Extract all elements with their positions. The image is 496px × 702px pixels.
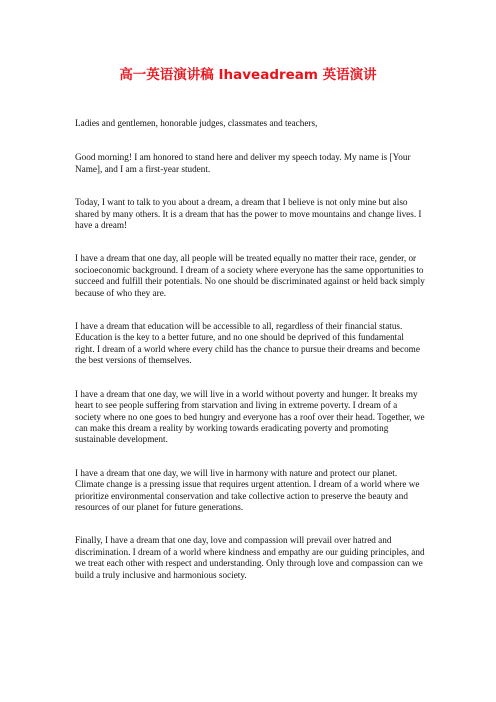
paragraph-greeting: Ladies and gentlemen, honorable judges, classmates and teachers, bbox=[75, 118, 318, 128]
paragraph-dream-topic: Today, I want to talk to you about a dream, a dream that I believe is not only mine but also shared by many others. It is a dream that has the power to move mountains and change lives. I have a dream! bbox=[75, 197, 422, 231]
paragraph-compassion: Finally, I have a dream that one day, love and compassion will prevail over hatred and discrimination. I dream of a world where kindness and empathy are our guiding principles, and we treat each other with respect and understanding. Only through love and compassion can we build a truly inclusive and harmonious society. bbox=[75, 535, 425, 580]
page-title: 高一英语演讲稿 Ihaveadream 英语演讲 bbox=[119, 67, 377, 83]
paragraph-environment: I have a dream that one day, we will live in harmony with nature and protect our planet. Climate change is a pressing issue that requires urgent attention. I dream of a world where we prioritize environmental conservation and take collective action to preserve the beauty and resources of our planet for future generations. bbox=[75, 467, 420, 512]
paragraph-poverty: I have a dream that one day, we will live in a world without poverty and hunger. It breaks my heart to see people suffering from starvation and living in extreme poverty. I dream of a society where no one goes to bed hungry and everyone has a roof over their head. Together, we can make this dream a reality by working towards eradicating poverty and promoting sustainable development. bbox=[75, 388, 425, 445]
paragraph-education: I have a dream that education will be accessible to all, regardless of their financial status. Education is the key to a better future, and no one should be deprived of this fundamental right. I dream of a world where every child has the chance to pursue their dreams and become the best versions of themselves. bbox=[75, 321, 420, 366]
speech-body bbox=[75, 118, 425, 603]
paragraph-introduction: Good morning! I am honored to stand here and deliver my speech today. My name is [Your Name], and I am a first-year student. bbox=[75, 152, 411, 174]
paragraph-equality: I have a dream that one day, all people will be treated equally no matter their race, gender, or socioeconomic background. I dream of a society where everyone has the same opportunities to succeed and fulfill their potentials. No one should be discriminated against or held back simply because of who they are. bbox=[75, 253, 425, 298]
